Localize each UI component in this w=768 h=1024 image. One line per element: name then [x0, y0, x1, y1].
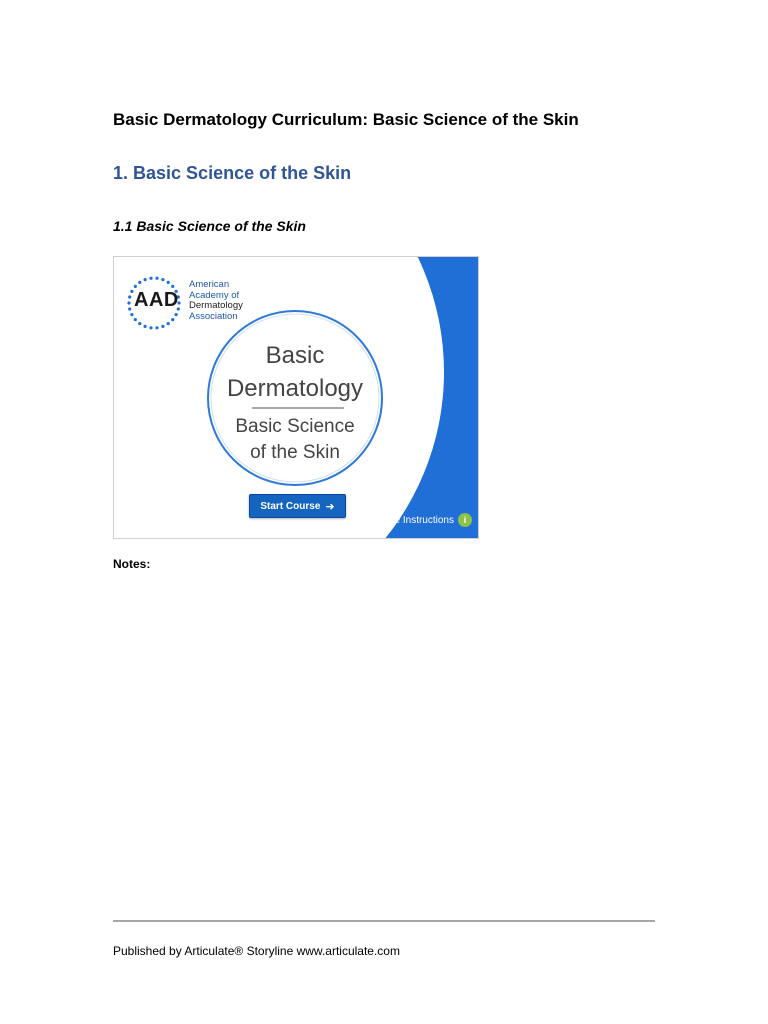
logo-dot [161, 325, 164, 328]
logo-dot [171, 285, 174, 288]
logo-dot [161, 278, 164, 281]
logo-dot [155, 326, 158, 329]
section-heading: 1. Basic Science of the Skin [113, 163, 352, 183]
organization-name: American Academy of Dermatology Association [189, 279, 243, 322]
logo-dot [175, 313, 178, 316]
logo-dot [155, 277, 158, 280]
logo-dot [149, 277, 152, 280]
start-course-button[interactable] [249, 494, 346, 518]
footer-divider [113, 920, 655, 922]
logo-dot [127, 301, 130, 304]
info-icon: i [458, 513, 472, 527]
logo-dot [149, 326, 152, 329]
logo-dot [144, 325, 147, 328]
logo-dot [171, 318, 174, 321]
logo-dot [144, 278, 147, 281]
logo-dot [130, 313, 133, 316]
logo-dot [167, 281, 170, 284]
footer-published-text: Published by Articulate® Storyline www.articulate.com [113, 944, 400, 958]
subsection-heading: 1.1 Basic Science of the Skin [113, 218, 306, 234]
logo-dot [128, 307, 131, 310]
document-title: Basic Dermatology Curriculum: Basic Science of the Skin [113, 110, 579, 129]
course-title: Basic Dermatology [226, 342, 364, 402]
aad-logo: AAD [134, 289, 179, 311]
arrow-right-icon: ➜ [325, 500, 335, 513]
start-course-label: Start Course [260, 500, 321, 512]
course-slide-thumbnail [113, 256, 479, 539]
notes-label: Notes: [113, 557, 151, 571]
course-instructions-label: Course Instructions [367, 514, 454, 526]
course-instructions-link[interactable] [368, 513, 472, 527]
logo-dot [167, 322, 170, 325]
logo-dot [128, 295, 131, 298]
logo-dot [138, 281, 141, 284]
course-subtitle: Basic Science of the Skin [235, 416, 355, 463]
logo-dot [134, 318, 137, 321]
logo-dot [138, 322, 141, 325]
logo-dot [134, 285, 137, 288]
